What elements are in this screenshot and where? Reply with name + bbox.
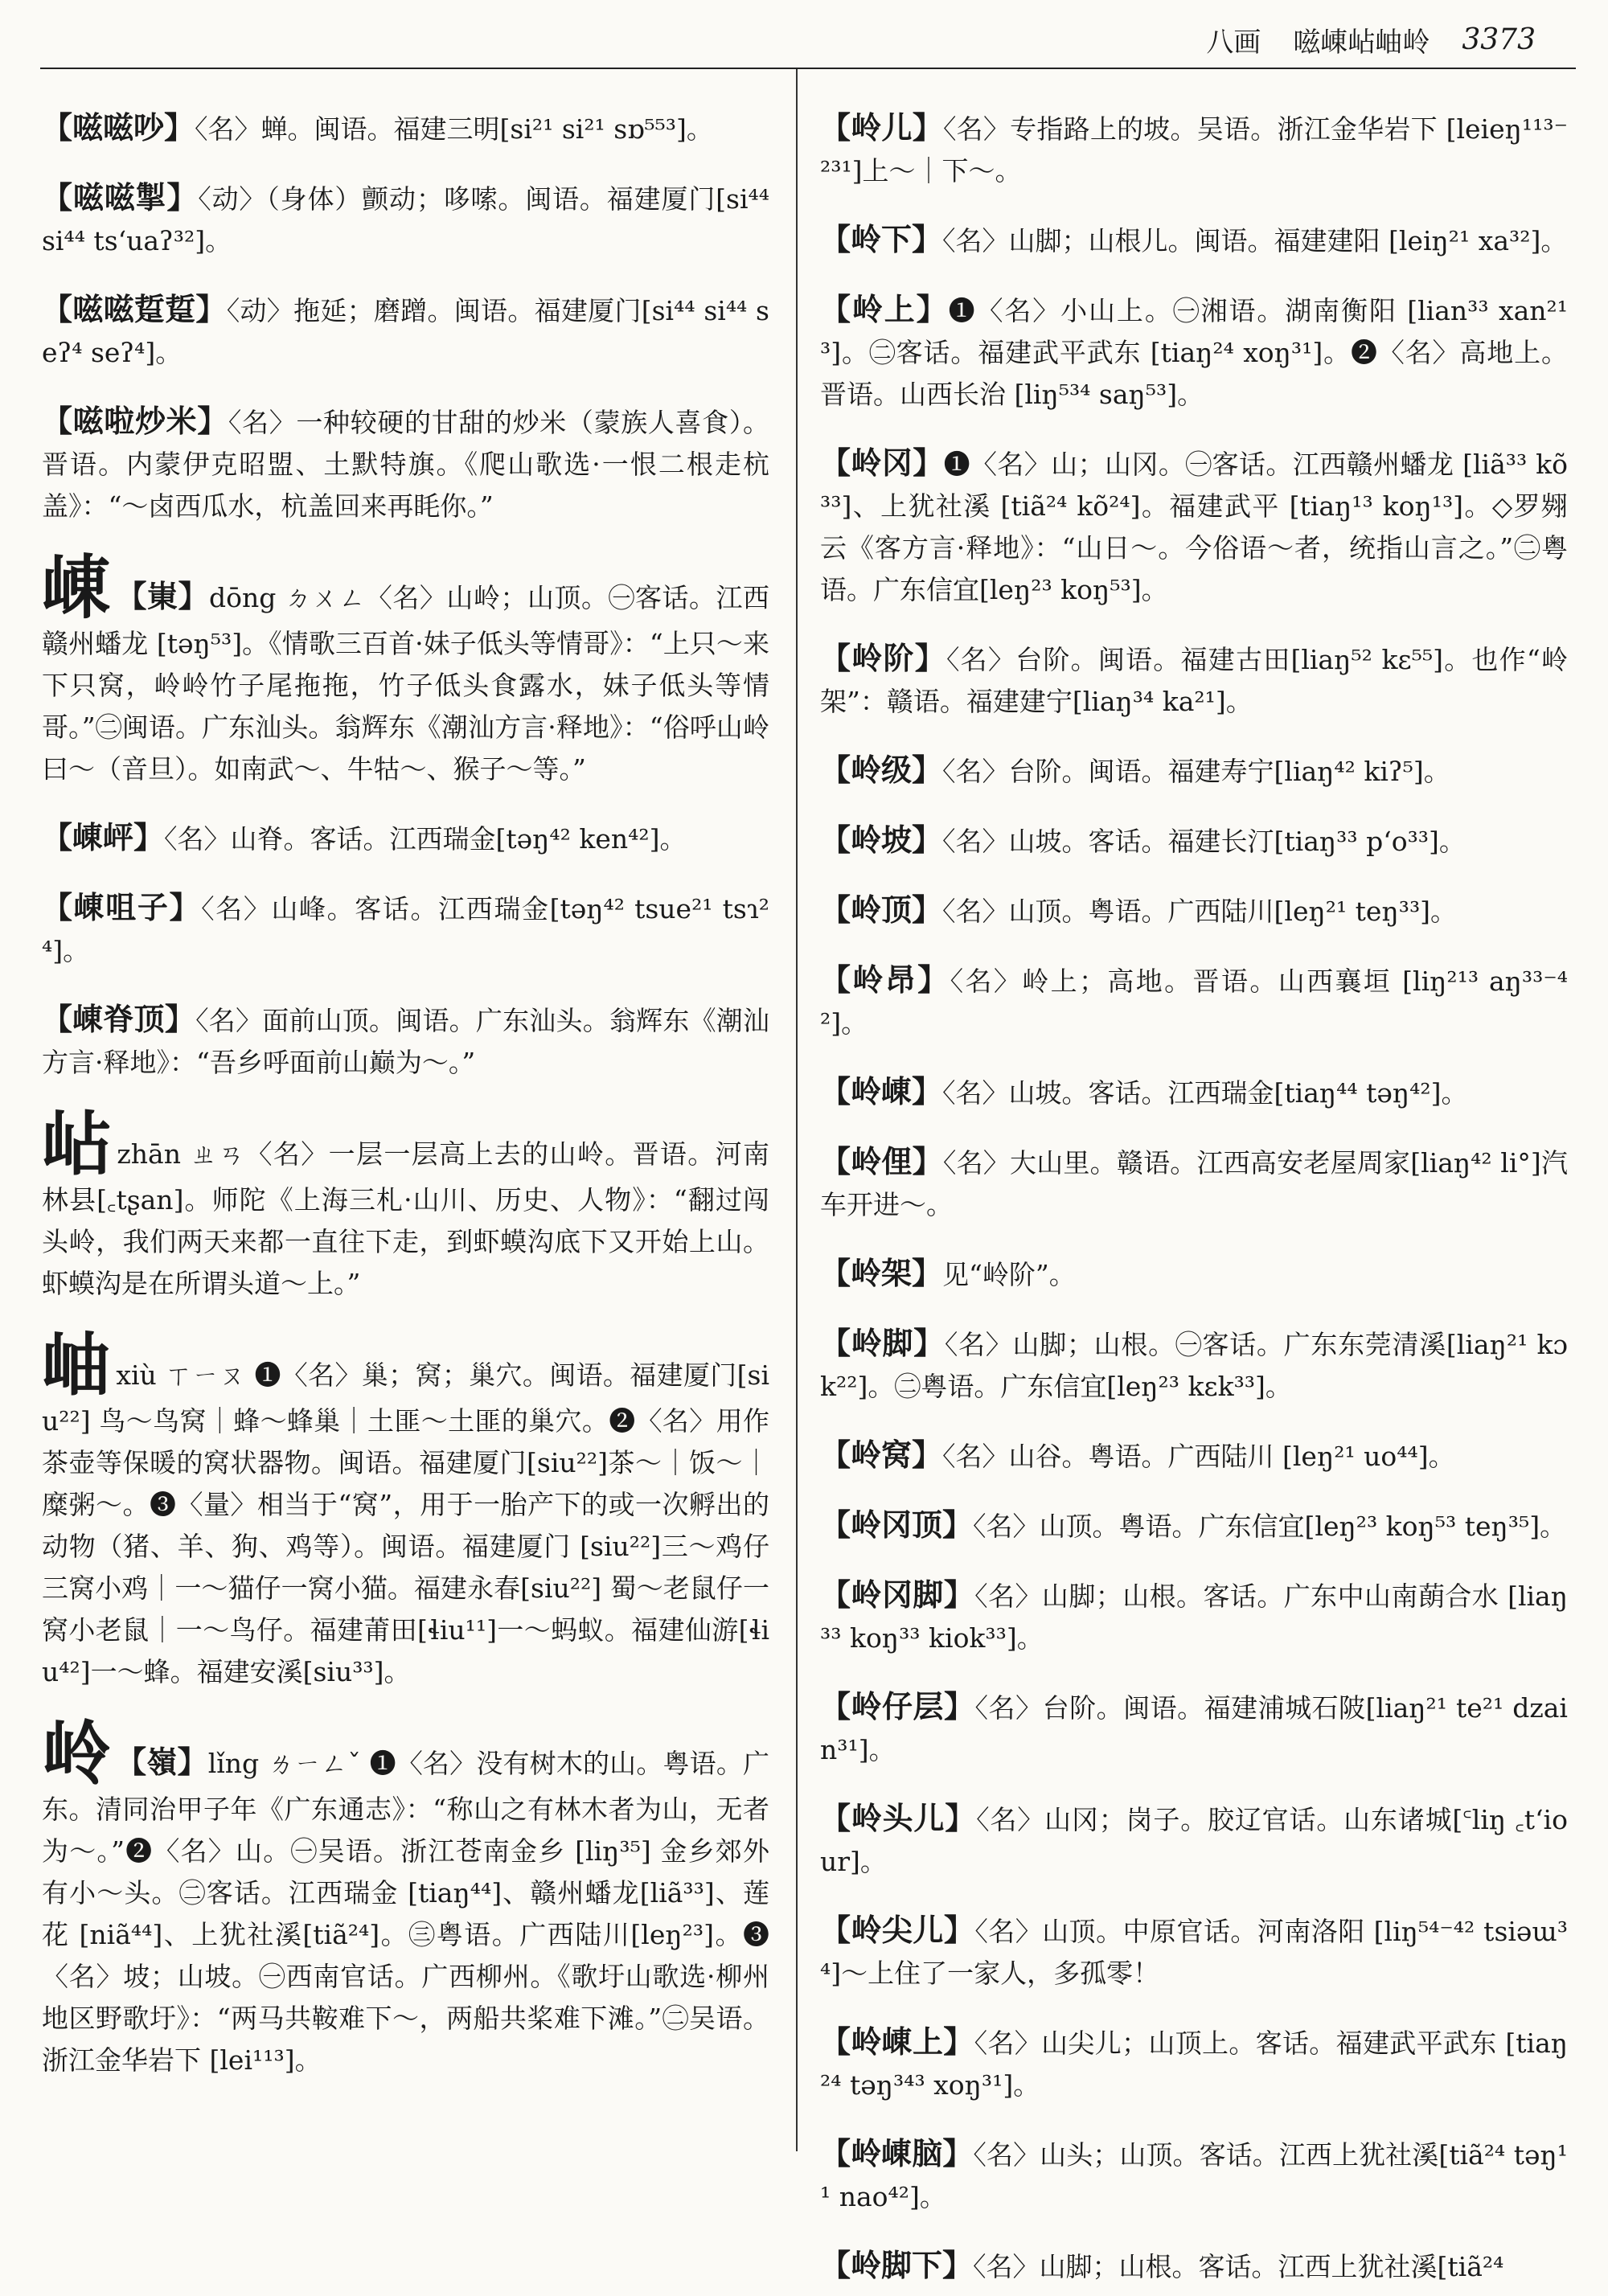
definition-text: 〈名〉山脚；山根儿。闽语。福建建阳 [leiŋ²¹ xa³²]。 [942, 225, 1568, 256]
dictionary-entry [820, 1686, 1568, 1771]
headword: 【崠脊顶】 [42, 1001, 196, 1037]
headword: 【岭冈脚】 [820, 1576, 975, 1613]
headword: 【岭架】 [820, 1255, 943, 1291]
headword: 【岭窝】 [820, 1437, 943, 1473]
running-header [1158, 11, 1536, 68]
dictionary-entry [42, 1325, 769, 1693]
dictionary-entry [42, 998, 769, 1084]
headword: 【崠咀子】 [42, 889, 202, 925]
main-character: 崠 [42, 547, 112, 629]
right-column [820, 80, 1568, 2296]
dictionary-entry [820, 749, 1568, 793]
dictionary-entry [42, 1104, 770, 1305]
definition-text: 〈动〉拖延；磨蹭。闽语。福建厦门[si⁴⁴ si⁴⁴ seʔ⁴ seʔ⁴]。 [42, 295, 769, 368]
definition-text: 〈名〉山顶。粤语。广西陆川[leŋ²¹ teŋ³³]。 [942, 896, 1458, 927]
definition-text: 〈名〉台阶。闽语。福建寿宁[liaŋ⁴² kiʔ⁵]。 [942, 756, 1450, 787]
dictionary-entry [42, 177, 769, 262]
dictionary-entry [820, 107, 1568, 192]
definition-text: dōng ㄉㄨㄥ〈名〉山岭；山顶。㊀客话。江西赣州蟠龙 [təŋ⁵³]。《情歌三百首·妹子低头等情哥》：“上只～来下只窝，岭岭竹子尾拖拖，竹子低头食露水，妹子低头等情哥。”㊁闽语。广东汕头。翁辉东《潮汕方言·释地》：“俗呼山岭曰～（音旦）。如南武～、牛牯～、猴子～等。” [42, 582, 769, 785]
headword: 【崬】 [116, 578, 210, 614]
headword: 【岭阶】 [820, 640, 946, 676]
dictionary-entry [42, 817, 769, 860]
dictionary-entry [820, 1253, 1568, 1296]
dictionary-entry [820, 2021, 1568, 2106]
definition-text: 〈名〉山脚；山根。客话。广东中山南蓢合水 [liaŋ³³ koŋ³³ kiok³³]。 [820, 1581, 1568, 1654]
dictionary-entry [820, 219, 1568, 262]
definition-text: 〈名〉山脚；山根。客话。江西上犹社溪[tiã²⁴ [973, 2251, 1504, 2282]
definition-text: 〈名〉山顶。粤语。广东信宜[leŋ²³ koŋ⁵³ teŋ³⁵]。 [973, 1511, 1567, 1542]
dictionary-entry [42, 1713, 769, 2081]
main-character: 岭 [42, 1713, 112, 1794]
main-character: 岫 [42, 1325, 112, 1406]
definition-text: 〈名〉台阶。闽语。福建浦城石陂[liaŋ²¹ te²¹ dzain³¹]。 [820, 1692, 1568, 1765]
dictionary-entry [820, 819, 1568, 863]
headword: 【岭崠上】 [820, 2023, 974, 2060]
definition-text: 〈名〉岭上；高地。晋语。山西襄垣 [liŋ²¹³ aŋ³³⁻⁴²]。 [820, 966, 1568, 1039]
headword: 【岭尖儿】 [820, 1912, 975, 1948]
headword: 【岭昂】 [820, 961, 950, 998]
left-column [42, 80, 769, 2089]
dictionary-entry [42, 547, 769, 790]
definition-text: 〈名〉山顶。中原官话。河南洛阳 [liŋ⁵⁴⁻⁴² tsiəɯ³⁴]～上住了一家人，多孤零！ [820, 1916, 1568, 1989]
definition-text: 〈名〉山冈；岗子。胶辽官话。山东诸城[꜂liŋ ꜀tʻiour]。 [820, 1804, 1568, 1877]
dictionary-entry [820, 1322, 1568, 1408]
headword: 【岭上】 [820, 291, 949, 327]
headword: 【岭脚下】 [820, 2247, 974, 2283]
dictionary-entry [820, 289, 1568, 416]
page-number: 3373 [1462, 23, 1536, 56]
header-rule [40, 68, 1576, 69]
headword: 【嗞嗞吵】 [42, 109, 195, 146]
headword: 【岭坡】 [820, 822, 943, 858]
definition-text: zhān ㄓㄢ〈名〉一层一层高上去的山岭。晋语。河南林县[꜀tʂan]。师陀《上海三札·山川、历史、人物》：“翻过闯头岭，我们两天来都一直往下走，到虾蟆沟底下又开始上山。虾蟆沟是在所谓头道～上。” [42, 1138, 770, 1299]
dictionary-entry [820, 638, 1568, 723]
dictionary-entry [820, 2245, 1568, 2288]
dictionary-entry [42, 289, 769, 374]
definition-text: 〈名〉一种较硬的甘甜的炒米（蒙族人喜食）。晋语。内蒙伊克昭盟、土默特旗。《爬山歌选·一恨二根走杭盖》：“～卤西瓜水，杭盖回来再眊你。” [42, 407, 769, 522]
headword: 【嗞嗞踅踅】 [42, 291, 227, 327]
definition-text: 〈名〉台阶。闽语。福建古田[liaŋ⁵² kɛ⁵⁵]。也作“岭架”：赣语。福建建宁[liaŋ³⁴ ka²¹]。 [820, 644, 1568, 717]
definition-text: xiù ㄒㄧㄡ ❶〈名〉巢；窝；巢穴。闽语。福建厦门[siu²²] 鸟～鸟窝｜蜂～蜂巢｜土匪～土匪的巢穴。❷〈名〉用作茶壶等保暖的窝状器物。闽语。福建厦门[siu²²]茶～｜饭～｜糜粥～。❸〈量〉相当于“窝”，用于一胎产下的或一次孵出的动物（猪、羊、狗、鸡等）。闽语。福建厦门 [siu²²]三～鸡仔三窝小鸡｜一～猫仔一窝小猫。福建永春[siu²²] 蜀～老鼠仔一窝小老鼠｜一～鸟仔。福建莆田[ɬiu¹¹]一～蚂蚁。福建仙游[ɬiu⁴²]一～蜂。福建安溪[siu³³]。 [42, 1359, 769, 1687]
dictionary-entry [820, 1071, 1568, 1114]
definition-text: 〈名〉山尖儿；山顶上。客话。福建武平武东 [tiaŋ²⁴ təŋ³⁴³ xoŋ³¹]。 [820, 2027, 1568, 2101]
headword: 【岭崠】 [820, 1073, 943, 1109]
definition-text: 〈名〉面前山顶。闽语。广东汕头。翁辉东《潮汕方言·释地》：“吾乡呼面前山巅为～。” [42, 1005, 769, 1078]
definition-text: 见“岭阶”。 [942, 1259, 1076, 1290]
dictionary-entry [42, 400, 769, 527]
dictionary-entry [820, 1434, 1568, 1478]
headword: 【岭脚】 [820, 1325, 945, 1361]
definition-text: 〈名〉山脚；山根。㊀客话。广东东莞清溪[liaŋ²¹ kɔk²²]。㊁粤语。广东信宜[leŋ²³ kɛk³³]。 [820, 1329, 1568, 1402]
headword: 【岭顶】 [820, 892, 943, 928]
definition-text: 〈名〉山峰。客话。江西瑞金[təŋ⁴² tsue²¹ tsɿ²⁴]。 [42, 893, 769, 966]
headword: 【嗞啦炒米】 [42, 403, 228, 439]
definition-text: 〈名〉山头；山顶。客话。江西上犹社溪[tiã²⁴ təŋ¹¹ nao⁴²]。 [820, 2139, 1568, 2212]
dictionary-entry [820, 959, 1568, 1044]
definition-text: ❶〈名〉山；山冈。㊀客话。江西赣州蟠龙 [liã³³ kõ³³]、上犹社溪 [tiã²⁴ kõ²⁴]。福建武平 [tiaŋ¹³ koŋ¹³]。◇罗翙云《客方言·释地》：“山日～。今俗语～者，统指山言之。”㊁粤语。广东信宜[leŋ²³ koŋ⁵³]。 [820, 449, 1568, 605]
headword: 【岭头儿】 [820, 1800, 977, 1836]
definition-text: 〈名〉山坡。客话。福建长汀[tiaŋ³³ pʻo³³]。 [942, 826, 1466, 857]
definition-text: 〈名〉山坡。客话。江西瑞金[tiaŋ⁴⁴ təŋ⁴²]。 [942, 1077, 1468, 1109]
dictionary-entry [820, 2133, 1568, 2218]
headword: 【岭崠脑】 [820, 2135, 974, 2171]
dictionary-entry [820, 889, 1568, 933]
dictionary-entry [42, 107, 769, 150]
headword: 【岭下】 [820, 221, 943, 257]
definition-text: 〈名〉蝉。闽语。福建三明[si²¹ si²¹ sɒ⁵⁵³]。 [195, 113, 713, 145]
dictionary-entry [820, 442, 1568, 611]
dictionary-entry [820, 1798, 1568, 1883]
headword: 【岭儿】 [820, 109, 943, 146]
dictionary-entry [820, 1574, 1568, 1659]
definition-text: 〈动〉（身体）颤动；哆嗦。闽语。福建厦门[si⁴⁴ si⁴⁴ tsʻuaʔ³²]。 [42, 183, 769, 256]
definition-text: 〈名〉山谷。粤语。广西陆川 [leŋ²¹ uo⁴⁴]。 [942, 1441, 1455, 1472]
headword: 【崠岼】 [42, 819, 165, 855]
headword: 【嶺】 [116, 1744, 208, 1780]
headword: 【岭俚】 [820, 1143, 943, 1179]
headword: 【嗞嗞掣】 [42, 179, 199, 215]
section-label: 八画 [1206, 26, 1261, 59]
dictionary-entry [820, 1909, 1568, 1995]
definition-text: 〈名〉大山里。赣语。江西高安老屋周家[liaŋ⁴² li°]汽车开进～。 [820, 1147, 1568, 1220]
headword: 【岭冈】 [820, 445, 944, 481]
column-divider [796, 69, 798, 2151]
definition-text: 〈名〉专指路上的坡。吴语。浙江金华岩下 [leieŋ¹¹³⁻²³¹]上～｜下～。 [820, 113, 1568, 187]
dictionary-entry [42, 887, 769, 972]
headword: 【岭冈顶】 [820, 1507, 974, 1543]
header-chars: 嗞崠岾岫岭 [1293, 26, 1430, 59]
headword: 【岭仔层】 [820, 1688, 975, 1724]
headword: 【岭级】 [820, 752, 943, 788]
definition-text: ❶〈名〉小山上。㊀湘语。湖南衡阳 [lian³³ xan²¹³]。㊁客话。福建武平武东 [tiaŋ²⁴ xoŋ³¹]。❷〈名〉高地上。晋语。山西长治 [liŋ⁵³⁴ saŋ⁵³]。 [820, 295, 1568, 410]
definition-text: lǐng ㄌㄧㄥˇ ❶〈名〉没有树木的山。粤语。广东。清同治甲子年《广东通志》：“称山之有林木者为山，无者为～。”❷〈名〉山。㊀吴语。浙江苍南金乡 [liŋ³⁵] 金乡郊外有小～头。㊁客话。江西瑞金 [tiaŋ⁴⁴]、赣州蟠龙[liã³³]、莲花 [niã⁴⁴]、上犹社溪[tiã²⁴]。㊂粤语。广西陆川[leŋ²³]。❸〈名〉坡；山坡。㊀西南官话。广西柳州。《歌圩山歌选·柳州地区野歌圩》：“两马共鞍难下～，两船共桨难下滩。”㊁吴语。浙江金华岩下 [lei¹¹³]。 [42, 1748, 769, 2076]
dictionary-entry [820, 1504, 1568, 1548]
dictionary-entry [820, 1141, 1568, 1226]
main-character: 岾 [42, 1104, 113, 1185]
definition-text: 〈名〉山脊。客话。江西瑞金[təŋ⁴² ken⁴²]。 [164, 823, 687, 855]
